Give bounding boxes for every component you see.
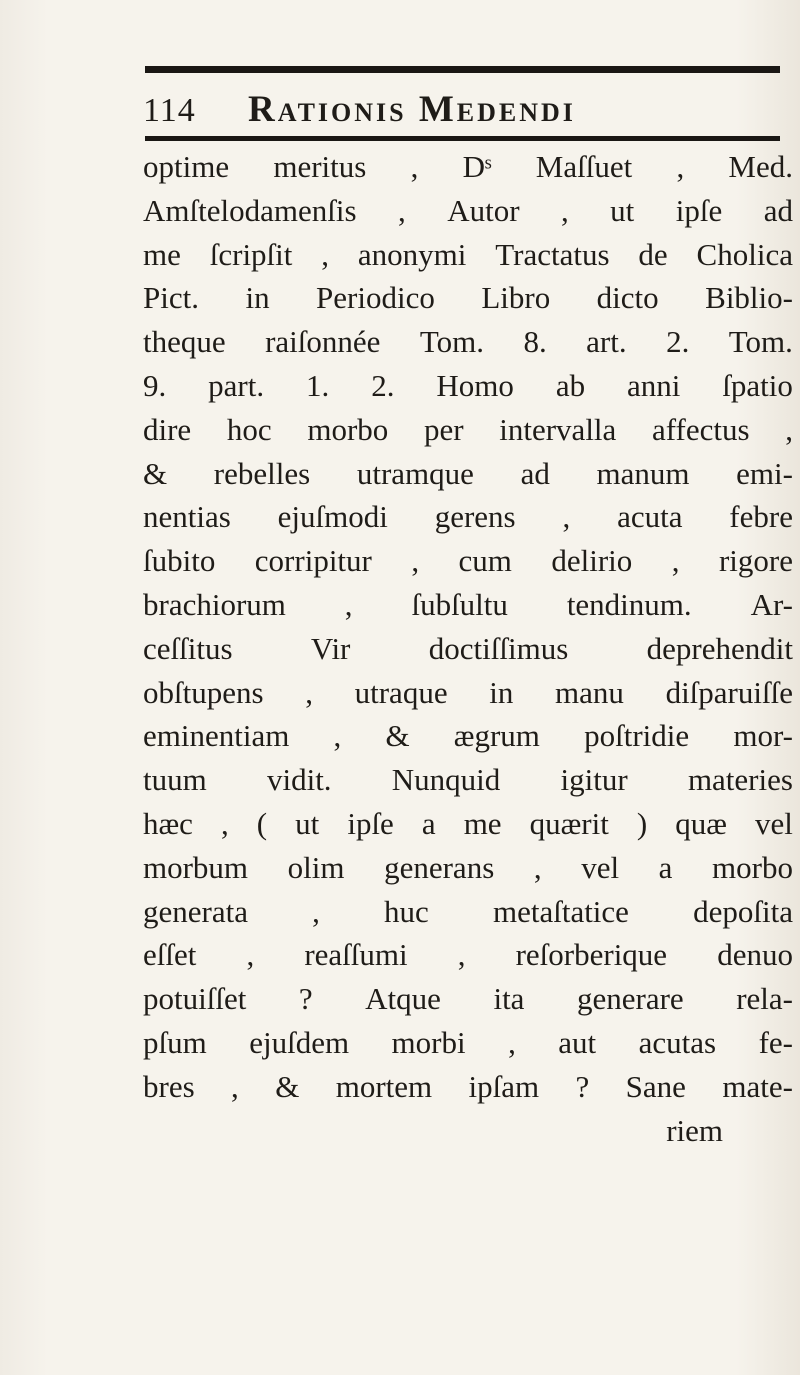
text-line-11: brachiorum , ſubſultu tendinum. Ar- [143,586,793,622]
text-line-10: ſubito corripitur , cum delirio , rigore [143,543,793,579]
text-line-21: pſum ejuſdem morbi , aut acutas fe- [143,1024,793,1060]
text-line-12: ceſſitus Vir doctiſſimus deprehendit [143,630,793,666]
running-title: Rationis Medendi [248,89,576,130]
running-header [143,88,783,134]
text-line-2: Amſtelodamenſis , Autor , ut ipſe ad [143,192,793,228]
text-line-16: hæc , ( ut ipſe a me quærit ) quæ vel [143,805,793,841]
text-line-8: & rebelles utramque ad manum emi- [143,455,793,491]
top-rule [145,66,780,73]
text-line-22: bres , & mortem ipſam ? Sane mate- [143,1068,793,1104]
text-line-3: me ſcripſit , anonymi Tractatus de Cholica [143,236,793,272]
text-line-18: generata , huc metaſtatice depoſita [143,893,793,929]
header-rule [145,136,780,141]
text-line-4: Pict. in Periodico Libro dicto Biblio- [143,280,793,316]
text-line-6: 9. part. 1. 2. Homo ab anni ſpatio [143,367,793,403]
text-line-9: nentias ejuſmodi gerens , acuta febre [143,499,793,535]
text-line-5: theque raiſonnée Tom. 8. art. 2. Tom. [143,324,793,360]
text-line-19: eſſet , reaſſumi , reſorberique denuo [143,937,793,973]
page-number: 114 [143,92,196,129]
text-line-14: eminentiam , & ægrum poſtridie mor- [143,718,793,754]
text-line-13: obſtupens , utraque in manu diſparuiſſe [143,674,793,710]
body-text [143,145,793,1152]
text-line-20: potuiſſet ? Atque ita generare rela- [143,981,793,1017]
catchword: riem [666,1112,723,1148]
text-line-7: dire hoc morbo per intervalla affectus , [143,411,793,447]
text-line-1: optime meritus , Dˢ Maſſuet , Med. [143,149,793,184]
text-line-17: morbum olim generans , vel a morbo [143,849,793,885]
text-line-15: tuum vidit. Nunquid igitur materies [143,762,793,798]
